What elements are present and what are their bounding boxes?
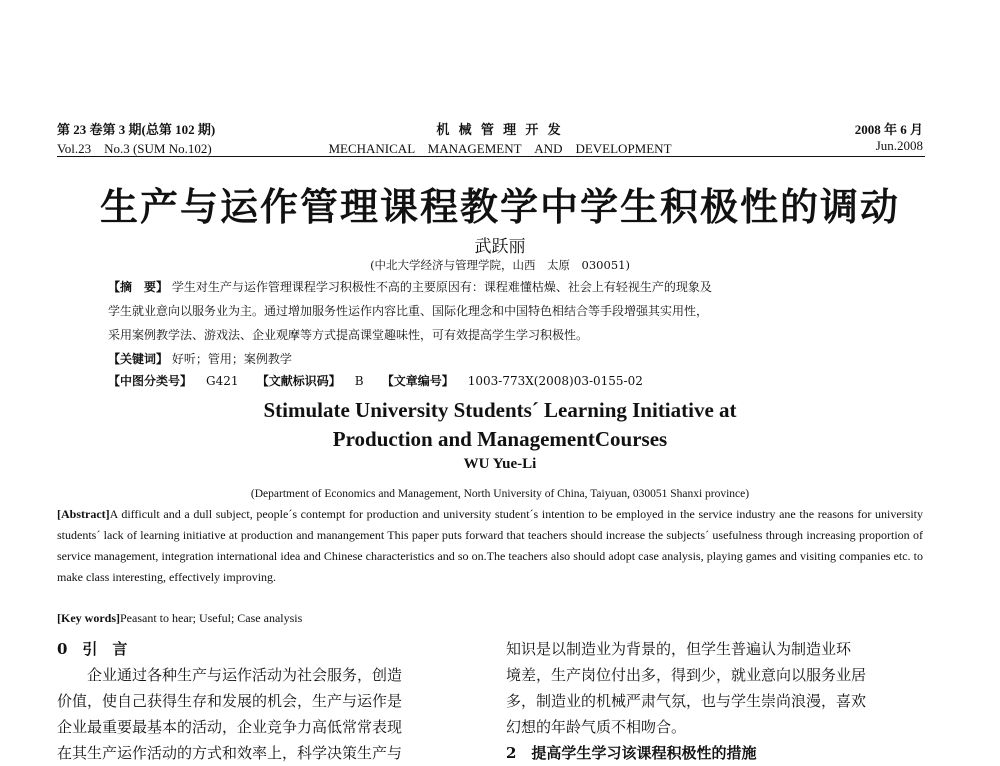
body-line: 幻想的年龄气质不相吻合。 [506,718,687,736]
header-date-en: Jun.2008 [875,138,923,153]
english-author: WU Yue-Li [463,456,537,472]
english-title-line1: Stimulate University Students´ Learning Initiative at [263,398,737,422]
english-affiliation: (Department of Economics and Management, North University of China, Taiyuan, 030051 Shanxi province) [250,488,750,500]
body-line: 境差，生产岗位付出多，得到少，就业意向以服务业居 [506,666,867,684]
body-right-column [506,636,926,766]
header-date-cn: 2008 年 6 月 [854,122,923,137]
body-line: 多，制造业的机械严肃气氛，也与学生崇尚浪漫，喜欢 [506,692,867,710]
header-volume-cn: 第 23 卷第 3 期(总第 102 期) [57,122,216,137]
article-number-value: 1003-773X(2008)03-0155-02 [467,374,643,388]
abstract-line: 学生对生产与运作管理课程学习积极性不高的主要原因有：课程难懂枯燥、社会上有轻视生产的现象及 [171,280,712,294]
author-affiliation: (中北大学经济与管理学院，山西 太原 030051) [370,258,630,272]
clc-value: G421 [206,374,239,388]
clc-label: 【中图分类号】 [108,374,193,388]
body-line: 在其生产运作活动的方式和效率上，科学决策生产与 [57,744,403,762]
section-heading: 2 提高学生学习该课程积极性的措施 [506,744,757,762]
keywords-label: 【关键词】 [108,352,169,366]
english-abstract-text: A difficult and a dull subject, people´s contempt for production and university student´s intention to be employed in the service industry ane the reasons for university students´ lack of learning initiative at production and manangement This paper puts forward that teachers should increase the subjects´ usefulness through increasing proportion of service management, integration international idea and Chinese characteristics and so on.The teachers also should adopt case analysis, playing games and visiting companies etc. to make class interesting, effectively improving. [57,507,923,584]
chinese-abstract [108,275,878,371]
body-line: 企业最重要最基本的活动，企业竞争力高低常常表现 [57,718,403,736]
abstract-label: 【摘 要】 [108,280,169,294]
english-keywords [57,611,302,626]
header-journal-cn: 机 械 管 理 开 发 [436,122,564,137]
body-line: 企业通过各种生产与运作活动为社会服务，创造 [87,666,403,684]
abstract-line: 学生就业意向以服务业为主。通过增加服务性运作内容比重、国际化理念和中国特色相结合等手段增强其实用性， [108,304,709,318]
paper-title: 生产与运作管理课程教学中学生积极性的调动 [99,184,900,229]
body-line: 知识是以制造业为背景的，但学生普遍认为制造业环 [506,640,852,658]
english-keywords-label: [Key words] [57,611,120,625]
english-title-line2: Production and ManagementCourses [332,427,668,451]
header-rule [57,156,925,157]
header-journal-en: MECHANICAL MANAGEMENT AND DEVELOPMENT [328,141,672,156]
abstract-line: 采用案例教学法、游戏法、企业观摩等方式提高课堂趣味性，可有效提高学生学习积极性。 [108,328,589,342]
doc-code-label: 【文献标识码】 [256,374,341,388]
english-abstract [57,504,923,588]
classification-line [108,372,657,389]
section-heading: 0 引 言 [57,640,128,658]
doc-code-value: B [354,374,364,388]
keywords-text: 好听；管用；案例教学 [171,352,292,366]
author-name: 武跃丽 [474,237,526,257]
header-volume-en: Vol.23 No.3 (SUM No.102) [57,141,212,156]
body-left-column [57,636,477,766]
english-keywords-text: Peasant to hear; Useful; Case analysis [120,611,303,625]
english-abstract-label: [Abstract] [57,507,110,521]
article-number-label: 【文章编号】 [381,374,454,388]
body-line: 价值，使自己获得生存和发展的机会，生产与运作是 [57,692,403,710]
